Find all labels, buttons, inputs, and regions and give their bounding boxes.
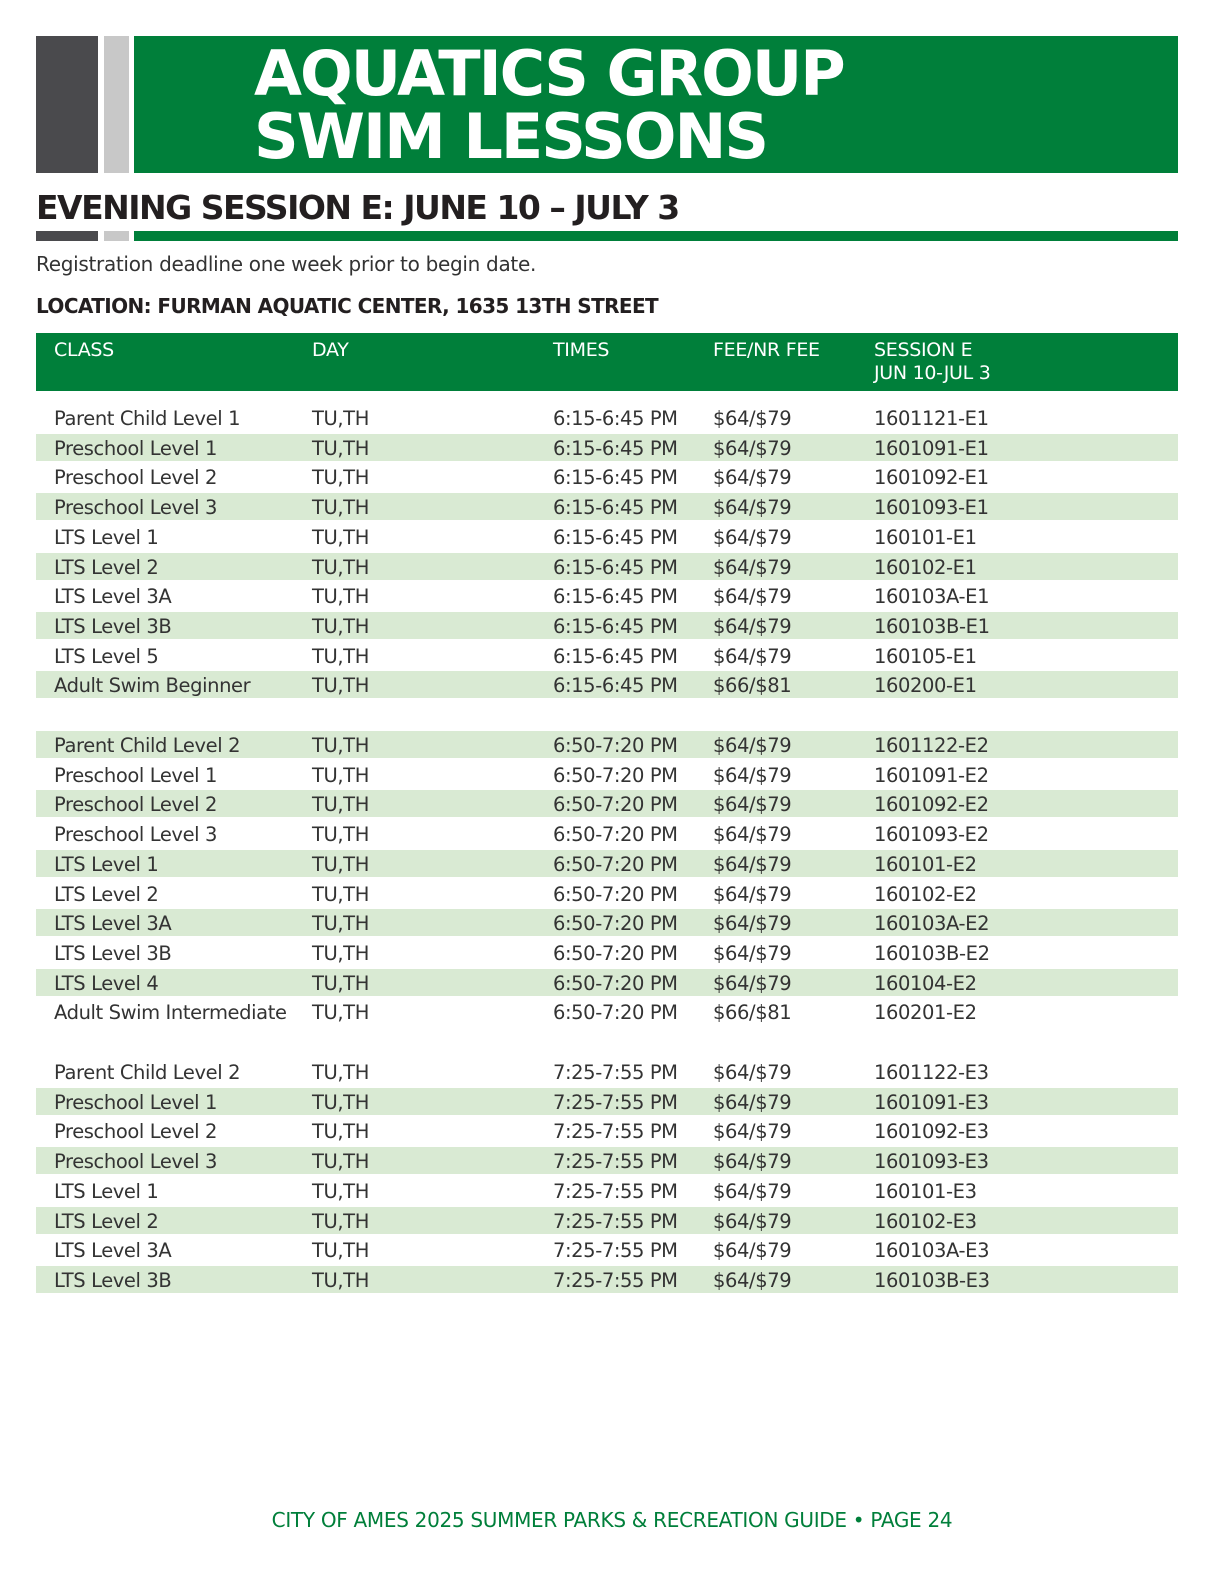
table-row xyxy=(36,463,1178,490)
fee-cell: $64/$79 xyxy=(713,1061,792,1084)
day-cell: TU,TH xyxy=(312,1239,369,1263)
location-label: LOCATION: FURMAN AQUATIC CENTER, 1635 13TH STREET xyxy=(36,294,659,318)
table-row xyxy=(36,493,1178,520)
fee-cell: $64/$79 xyxy=(713,1239,792,1263)
fee-cell: $64/$79 xyxy=(713,496,792,520)
times-cell: 7:25-7:55 PM xyxy=(553,1150,678,1174)
times-cell: 6:50-7:20 PM xyxy=(553,734,678,757)
class-name-cell: LTS Level 1 xyxy=(54,852,159,876)
table-row xyxy=(36,553,1178,580)
day-cell: TU,TH xyxy=(312,466,369,490)
column-header-day: DAY xyxy=(312,339,349,361)
times-cell: 7:25-7:55 PM xyxy=(553,1090,678,1114)
column-header-session xyxy=(874,339,990,385)
column-header-times: TIMES xyxy=(553,339,610,361)
page-title-line-2: SWIM LESSONS xyxy=(254,100,768,173)
table-row xyxy=(36,642,1178,669)
table-row xyxy=(36,761,1178,788)
session-code-cell: 1601093-E1 xyxy=(874,496,989,520)
fee-cell: $64/$79 xyxy=(713,882,792,906)
column-header-session-dates: JUN 10-JUL 3 xyxy=(874,362,991,384)
fee-cell: $64/$79 xyxy=(713,734,792,757)
class-name-cell: LTS Level 3B xyxy=(54,614,172,638)
fee-cell: $64/$79 xyxy=(713,1150,792,1174)
heading-rule-green xyxy=(134,231,1178,241)
fee-cell: $66/$81 xyxy=(713,1001,792,1025)
fee-cell: $64/$79 xyxy=(713,793,792,817)
table-row xyxy=(36,582,1178,609)
registration-deadline-note: Registration deadline one week prior to begin date. xyxy=(36,252,537,276)
session-code-cell: 1601091-E1 xyxy=(874,436,989,460)
class-name-cell: Preschool Level 2 xyxy=(54,793,217,817)
title-banner xyxy=(36,36,1178,173)
fee-cell: $64/$79 xyxy=(713,466,792,490)
session-code-cell: 160103B-E3 xyxy=(874,1268,990,1292)
times-cell: 6:50-7:20 PM xyxy=(553,793,678,817)
session-code-cell: 160101-E3 xyxy=(874,1179,977,1203)
table-row xyxy=(36,820,1178,847)
table-row xyxy=(36,969,1178,996)
table-row xyxy=(36,1266,1178,1293)
times-cell: 6:50-7:20 PM xyxy=(553,882,678,906)
fee-cell: $64/$79 xyxy=(713,763,792,787)
page-title-line-1: AQUATICS GROUP xyxy=(254,37,844,110)
page-footer: CITY OF AMES 2025 SUMMER PARKS & RECREATION GUIDE • PAGE 24 xyxy=(271,1508,953,1532)
class-name-cell: Preschool Level 1 xyxy=(54,1090,217,1114)
column-header-session-name: SESSION E xyxy=(874,339,973,361)
times-cell: 6:50-7:20 PM xyxy=(553,763,678,787)
day-cell: TU,TH xyxy=(312,407,369,430)
table-row xyxy=(36,1147,1178,1174)
session-code-cell: 160102-E2 xyxy=(874,882,977,906)
times-cell: 7:25-7:55 PM xyxy=(553,1268,678,1292)
times-cell: 6:50-7:20 PM xyxy=(553,823,678,847)
session-code-cell: 160102-E1 xyxy=(874,555,977,579)
day-cell: TU,TH xyxy=(312,525,369,549)
times-cell: 6:15-6:45 PM xyxy=(553,614,678,638)
times-cell: 6:15-6:45 PM xyxy=(553,555,678,579)
times-cell: 7:25-7:55 PM xyxy=(553,1209,678,1233)
times-cell: 6:50-7:20 PM xyxy=(553,971,678,995)
class-name-cell: Adult Swim Beginner xyxy=(54,674,251,698)
session-code-cell: 160103B-E2 xyxy=(874,941,990,965)
times-cell: 7:25-7:55 PM xyxy=(553,1179,678,1203)
fee-cell: $64/$79 xyxy=(713,585,792,609)
day-cell: TU,TH xyxy=(312,1001,369,1025)
class-name-cell: LTS Level 5 xyxy=(54,644,159,668)
class-name-cell: Parent Child Level 2 xyxy=(54,734,241,757)
table-row xyxy=(36,671,1178,698)
day-cell: TU,TH xyxy=(312,1061,369,1084)
times-cell: 6:50-7:20 PM xyxy=(553,852,678,876)
table-row xyxy=(36,731,1178,758)
day-cell: TU,TH xyxy=(312,912,369,936)
class-name-cell: Preschool Level 2 xyxy=(54,1120,217,1144)
day-cell: TU,TH xyxy=(312,852,369,876)
banner-accent-dark xyxy=(36,36,98,173)
class-name-cell: LTS Level 4 xyxy=(54,971,159,995)
fee-cell: $64/$79 xyxy=(713,614,792,638)
day-cell: TU,TH xyxy=(312,436,369,460)
table-row xyxy=(36,1117,1178,1144)
class-name-cell: Preschool Level 3 xyxy=(54,496,217,520)
day-cell: TU,TH xyxy=(312,734,369,757)
fee-cell: $64/$79 xyxy=(713,525,792,549)
class-name-cell: LTS Level 1 xyxy=(54,1179,159,1203)
class-name-cell: Preschool Level 3 xyxy=(54,823,217,847)
day-cell: TU,TH xyxy=(312,644,369,668)
table-row xyxy=(36,434,1178,461)
session-heading: EVENING SESSION E: JUNE 10 – JULY 3 xyxy=(36,188,679,227)
fee-cell: $64/$79 xyxy=(713,912,792,936)
day-cell: TU,TH xyxy=(312,763,369,787)
table-row xyxy=(36,404,1178,431)
class-name-cell: Parent Child Level 2 xyxy=(54,1061,241,1084)
fee-cell: $64/$79 xyxy=(713,436,792,460)
session-code-cell: 1601092-E3 xyxy=(874,1120,989,1144)
times-cell: 6:15-6:45 PM xyxy=(553,525,678,549)
day-cell: TU,TH xyxy=(312,882,369,906)
fee-cell: $64/$79 xyxy=(713,1268,792,1292)
class-name-cell: LTS Level 3A xyxy=(54,1239,172,1263)
class-name-cell: LTS Level 3B xyxy=(54,1268,172,1292)
fee-cell: $64/$79 xyxy=(713,1209,792,1233)
session-code-cell: 160201-E2 xyxy=(874,1001,977,1025)
class-name-cell: LTS Level 3A xyxy=(54,585,172,609)
fee-cell: $64/$79 xyxy=(713,823,792,847)
fee-cell: $64/$79 xyxy=(713,1120,792,1144)
session-code-cell: 160103A-E3 xyxy=(874,1239,990,1263)
times-cell: 6:50-7:20 PM xyxy=(553,912,678,936)
table-row xyxy=(36,909,1178,936)
session-code-cell: 1601092-E2 xyxy=(874,793,989,817)
heading-rule-dark xyxy=(36,231,98,241)
table-row xyxy=(36,1236,1178,1263)
fee-cell: $64/$79 xyxy=(713,941,792,965)
day-cell: TU,TH xyxy=(312,1268,369,1292)
day-cell: TU,TH xyxy=(312,1150,369,1174)
fee-cell: $64/$79 xyxy=(713,644,792,668)
session-code-cell: 1601091-E3 xyxy=(874,1090,989,1114)
day-cell: TU,TH xyxy=(312,823,369,847)
table-row xyxy=(36,1058,1178,1085)
times-cell: 6:15-6:45 PM xyxy=(553,585,678,609)
fee-cell: $64/$79 xyxy=(713,1090,792,1114)
session-code-cell: 1601093-E2 xyxy=(874,823,989,847)
banner-green-panel xyxy=(134,36,1178,173)
column-header-fee: FEE/NR FEE xyxy=(713,339,820,361)
session-code-cell: 160101-E2 xyxy=(874,852,977,876)
table-row xyxy=(36,1177,1178,1204)
day-cell: TU,TH xyxy=(312,674,369,698)
table-row xyxy=(36,1088,1178,1115)
day-cell: TU,TH xyxy=(312,941,369,965)
fee-cell: $64/$79 xyxy=(713,852,792,876)
fee-cell: $64/$79 xyxy=(713,1179,792,1203)
times-cell: 7:25-7:55 PM xyxy=(553,1120,678,1144)
table-row xyxy=(36,523,1178,550)
table-row xyxy=(36,939,1178,966)
fee-cell: $66/$81 xyxy=(713,674,792,698)
session-code-cell: 160104-E2 xyxy=(874,971,977,995)
times-cell: 6:15-6:45 PM xyxy=(553,496,678,520)
times-cell: 6:50-7:20 PM xyxy=(553,941,678,965)
fee-cell: $64/$79 xyxy=(713,555,792,579)
session-code-cell: 1601122-E2 xyxy=(874,734,989,757)
class-name-cell: Preschool Level 1 xyxy=(54,763,217,787)
times-cell: 7:25-7:55 PM xyxy=(553,1239,678,1263)
banner-accent-light xyxy=(104,36,129,173)
fee-cell: $64/$79 xyxy=(713,971,792,995)
times-cell: 6:50-7:20 PM xyxy=(553,1001,678,1025)
class-name-cell: LTS Level 2 xyxy=(54,555,159,579)
class-name-cell: LTS Level 3A xyxy=(54,912,172,936)
table-row xyxy=(36,612,1178,639)
session-code-cell: 160102-E3 xyxy=(874,1209,977,1233)
session-code-cell: 160103B-E1 xyxy=(874,614,990,638)
day-cell: TU,TH xyxy=(312,585,369,609)
class-name-cell: LTS Level 1 xyxy=(54,525,159,549)
times-cell: 7:25-7:55 PM xyxy=(553,1061,678,1084)
day-cell: TU,TH xyxy=(312,1090,369,1114)
session-code-cell: 160105-E1 xyxy=(874,644,977,668)
day-cell: TU,TH xyxy=(312,614,369,638)
session-code-cell: 1601122-E3 xyxy=(874,1061,989,1084)
session-code-cell: 1601091-E2 xyxy=(874,763,989,787)
class-name-cell: Preschool Level 1 xyxy=(54,436,217,460)
class-name-cell: Adult Swim Intermediate xyxy=(54,1001,287,1025)
day-cell: TU,TH xyxy=(312,971,369,995)
times-cell: 6:15-6:45 PM xyxy=(553,436,678,460)
fee-cell: $64/$79 xyxy=(713,407,792,430)
class-name-cell: Preschool Level 2 xyxy=(54,466,217,490)
table-row xyxy=(36,850,1178,877)
day-cell: TU,TH xyxy=(312,496,369,520)
table-row xyxy=(36,1207,1178,1234)
session-code-cell: 1601093-E3 xyxy=(874,1150,989,1174)
class-name-cell: Preschool Level 3 xyxy=(54,1150,217,1174)
table-row xyxy=(36,880,1178,907)
table-row xyxy=(36,790,1178,817)
session-code-cell: 160103A-E2 xyxy=(874,912,990,936)
times-cell: 6:15-6:45 PM xyxy=(553,674,678,698)
session-code-cell: 160101-E1 xyxy=(874,525,977,549)
day-cell: TU,TH xyxy=(312,1120,369,1144)
class-name-cell: Parent Child Level 1 xyxy=(54,407,241,430)
session-code-cell: 160103A-E1 xyxy=(874,585,990,609)
day-cell: TU,TH xyxy=(312,793,369,817)
day-cell: TU,TH xyxy=(312,1179,369,1203)
session-code-cell: 160200-E1 xyxy=(874,674,977,698)
day-cell: TU,TH xyxy=(312,1209,369,1233)
times-cell: 6:15-6:45 PM xyxy=(553,466,678,490)
session-code-cell: 1601092-E1 xyxy=(874,466,989,490)
column-header-class: CLASS xyxy=(54,339,114,361)
session-code-cell: 1601121-E1 xyxy=(874,407,989,430)
heading-rule-light xyxy=(104,231,129,241)
times-cell: 6:15-6:45 PM xyxy=(553,407,678,430)
times-cell: 6:15-6:45 PM xyxy=(553,644,678,668)
table-row xyxy=(36,998,1178,1025)
class-name-cell: LTS Level 2 xyxy=(54,1209,159,1233)
class-name-cell: LTS Level 3B xyxy=(54,941,172,965)
class-name-cell: LTS Level 2 xyxy=(54,882,159,906)
day-cell: TU,TH xyxy=(312,555,369,579)
table-header xyxy=(36,333,1178,391)
